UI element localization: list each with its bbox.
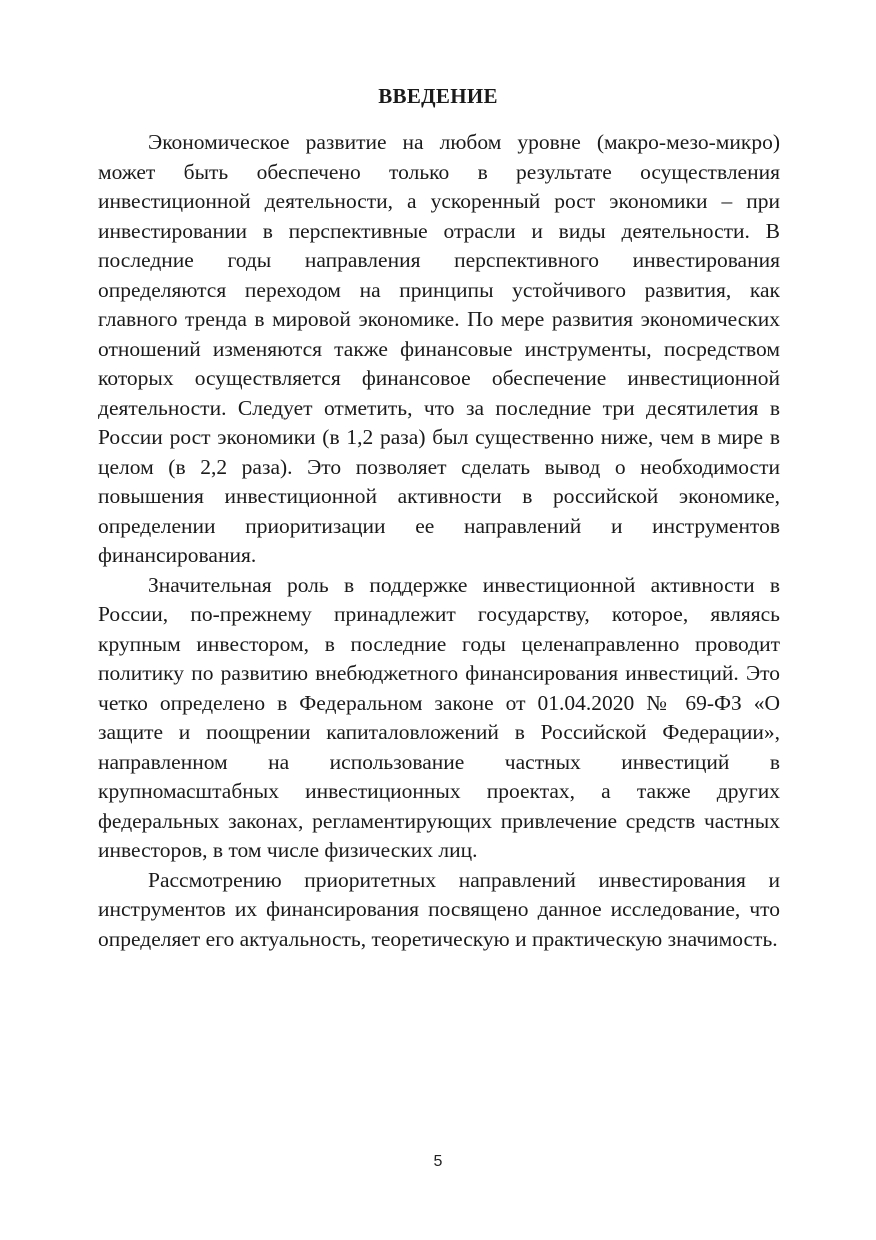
- paragraph-2: Значительная роль в поддержке инвестиционной активности в России, по-прежнему принадлежит государству, которое, являясь крупным инвестором, в последние годы целенаправленно проводит политику по развитию внебюджетного финансирования инвестиций. Это четко определено в Федеральном законе от 01.04.2020 № 69-ФЗ «О защите и поощрении капиталовложений в Российской Федерации», направленном на использование частных инвестиций в крупномасштабных инвестиционных проектах, а также других федеральных законах, регламентирующих привлечение средств частных инвесторов, в том числе физических лиц.: [98, 572, 780, 862]
- paragraph-1: Экономическое развитие на любом уровне (макро-мезо-микро) может быть обеспечено только в результате осуществления инвестиционной деятельности, а ускоренный рост экономики – при инвестировании в перспективные отрасли и виды деятельности. В последние годы направления перспективного инвестирования определяются переходом на принципы устойчивого развития, как главного тренда в мировой экономике. По мере развития экономических отношений изменяются также финансовые инструменты, посредством которых осуществляется финансовое обеспечение инвестиционной деятельности. Следует отметить, что за последние три десятилетия в России рост экономики (в 1,2 раза) был существенно ниже, чем в мире в целом (в 2,2 раза). Это позволяет сделать вывод о необходимости повышения инвестиционной активности в российской экономике, определении приоритизации ее направлений и инструментов финансирования.: [98, 130, 780, 567]
- section-heading: ВВЕДЕНИЕ: [378, 84, 498, 108]
- page-number: 5: [433, 1153, 443, 1170]
- paragraph-3: Рассмотрению приоритетных направлений инвестирования и инструментов их финансирования посвящено данное исследование, что определяет его актуальность, теоретическую и практическую значимость.: [98, 867, 780, 951]
- body-text: [98, 128, 780, 954]
